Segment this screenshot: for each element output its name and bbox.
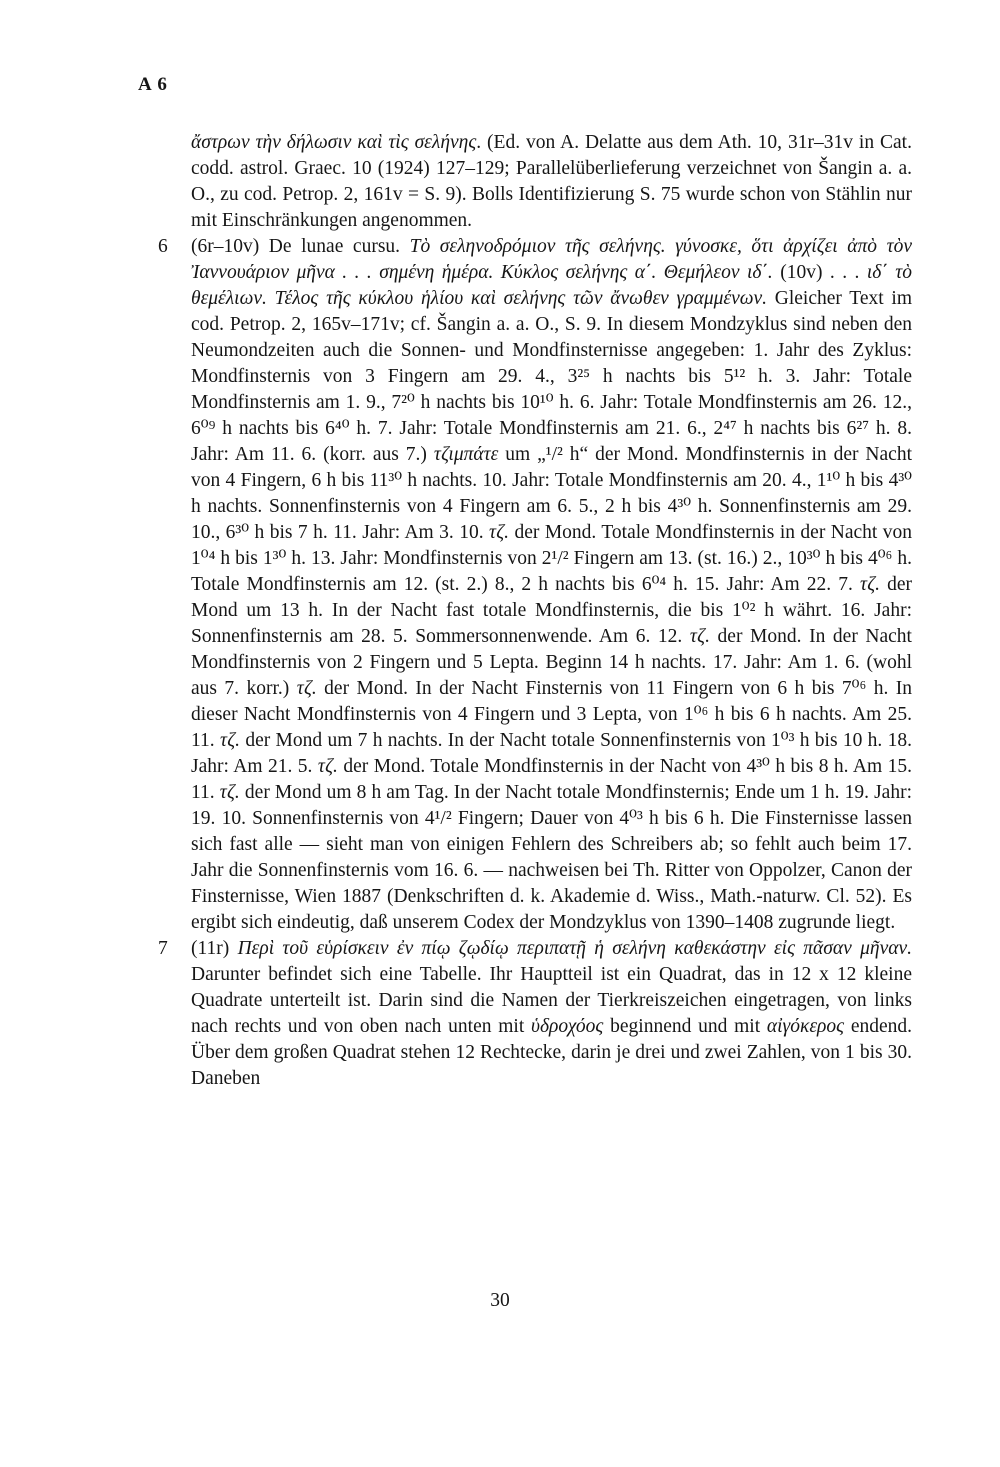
catalog-entry-6: [0, 234, 1000, 936]
body-text: der Mond um 7 h nachts. In der Nacht totale Sonnenfinsternis von 1⁰³ h bis 10 h. 18. Jahr: Am 21. 5.: [191, 730, 912, 777]
greek-quote-text: τζ.: [859, 574, 880, 595]
greek-quote-text: αἰγόκερος: [766, 1016, 845, 1037]
body-text: (11r): [191, 938, 238, 959]
greek-quote-text: τζ.: [317, 756, 338, 777]
body-text: der Mond. Totale Mondfinsternis in der Nacht von 1⁰⁴ h bis 1³⁰ h. 13. Jahr: Mondfinsternis von 2¹/² Fingern am 13. (st. 16.) 2., 10³⁰ h bis 4⁰⁶ h. Totale Mondfinsternis am 12. (st. 2.) 8., 2 h nachts bis 6⁰⁴ h. 15. Jahr: Am 22. 7.: [191, 522, 912, 595]
body-text: der Mond um 8 h am Tag. In der Nacht totale Mondfinsternis; Ende um 1 h. 19. Jahr: 19. 10. Sonnenfinsternis von 4¹/² Fingern; Dauer von 4⁰³ h bis 6 h. Die Finsternisse lassen sich fast alle — sieht man von einigen Fehlern des Schreibers ab; so fehlt auch beim 17. Jahr die Sonnenfinsternis vom 16. 6. — nachweisen bei Th. Ritter von Oppolzer, Canon der Finsternisse, Wien 1887 (Denkschriften d. k. Akademie d. Wiss., Math.-naturw. Cl. 52). Es ergibt sich eindeutig, daß unserem Codex der Mondzyklus von 1390–1408 zugrunde liegt.: [191, 782, 912, 933]
greek-quote-text: τζ.: [219, 730, 241, 751]
greek-quote-text: ὑδροχόος: [531, 1016, 604, 1037]
body-text: der Mond. In der Nacht Finsternis von 11 Fingern von 6 h bis 7⁰⁶ h. In dieser Nacht Mondfinsternis von 4 Fingern und 3 Lepta, von 1⁰⁶ h bis 6 h nachts. Am 25. 11.: [191, 678, 912, 751]
entry-text: [191, 936, 912, 1092]
section-header: A 6: [138, 74, 168, 95]
greek-quote-text: τζιμπάτε: [433, 444, 499, 465]
catalog-entry-continuation: [0, 130, 1000, 234]
body-text: . (Ed. von A. Delatte aus dem Ath. 10, 31r–31v in Cat. codd. astrol. Graec. 10 (1924) 127–129; Parallelüberlieferung verzeichnet von Šangin a. a. O., zu cod. Petrop. 2, 161v = S. 9). Bolls Identifizierung S. 75 wurde schon von Stählin nur mit Einschränkungen angenommen.: [191, 132, 912, 231]
body-text: endend. Über dem großen Quadrat stehen 12 Rechtecke, darin je drei und zwei Zahlen, von 1 bis 30. Daneben: [191, 1016, 913, 1089]
catalog-entry-7: [0, 936, 1000, 1092]
greek-quote-text: Τὸ σεληνοδρόμιον τῆς σελήνης. γύνοσκε, ὅτι ἀρχίζει ἀπὸ τὸν Ἰαννουάριον μῆνα . . . σημένη ἡμέρα. Κύκλος σελήνης α΄. Θεμήλεον ιδ΄.: [191, 236, 912, 283]
greek-quote-text: ἄστρων τὴν δήλωσιν καὶ τὶς σελήνης: [191, 132, 477, 153]
entry-number: 7: [158, 938, 168, 959]
body-text: Darunter befindet sich eine Tabelle. Ihr Hauptteil ist ein Quadrat, das in 12 x 12 kleine Quadrate unterteilt ist. Darin sind die Namen der Tierkreiszeichen eingetragen, von links nach rechts und von oben nach unten mit: [191, 964, 912, 1037]
page-number: 30: [490, 1290, 510, 1311]
body-text: (6r–10v) De lunae cursu.: [191, 236, 410, 257]
greek-quote-text: τζ.: [689, 626, 710, 647]
body-text: beginnend und mit: [603, 1016, 767, 1037]
greek-quote-text: τζ.: [219, 782, 240, 803]
greek-quote-text: τζ.: [296, 678, 317, 699]
entry-text: [191, 234, 912, 936]
greek-quote-text: ιδ΄ τὸ θεμέλιων. Τέλος τῆς κύκλου ἡλίου καὶ σελήνης τῶν ἄνωθεν γραμμένων.: [191, 262, 912, 309]
body-text: der Mond. Totale Mondfinsternis in der Nacht von 4³⁰ h bis 8 h. Am 15. 11.: [191, 756, 912, 803]
body-text: der Mond um 13 h. In der Nacht fast totale Mondfinsternis, die bis 1⁰² h währt. 16. Jahr: Sonnenfinsternis am 28. 5. Sommersonnenwende. Am 6. 12.: [191, 574, 912, 647]
entry-text: [191, 130, 912, 234]
catalog-entries: [0, 130, 1000, 1092]
greek-quote-text: Περὶ τοῦ εὑρίσκειν ἐν πίῳ ζῳδίῳ περιπατῇ ἡ σελήνη καθεκάστην εἰς πᾶσαν μῆναν.: [237, 938, 912, 959]
body-text: um „¹/² h“ der Mond. Mondfinsternis in der Nacht von 4 Fingern, 6 h bis 11³⁰ h nachts. 10. Jahr: Totale Mondfinsternis am 20. 4., 1¹⁰ h bis 4³⁰ h nachts. Sonnenfinsternis von 4 Fingern am 6. 5., 2 h bis 4³⁰ h. Sonnenfinsternis am 29. 10., 6³⁰ h bis 7 h. 11. Jahr: Am 3. 10.: [191, 444, 912, 543]
body-text: der Mond. In der Nacht Mondfinsternis von 2 Fingern und 5 Lepta. Beginn 14 h nachts. 17. Jahr: Am 1. 6. (wohl aus 7. korr.): [191, 626, 912, 699]
greek-quote-text: τζ.: [489, 522, 510, 543]
body-text: Gleicher Text im cod. Petrop. 2, 165v–171v; cf. Šangin a. a. O., S. 9. In diesem Mondzyklus sind neben den Neumondzeiten auch die Sonnen- und Mondfinsternisse angegeben: 1. Jahr des Zyklus: Mondfinsternis von 3 Fingern am 29. 4., 3²⁵ h nachts bis 5¹² h. 3. Jahr: Totale Mondfinsternis am 1. 9., 7²⁰ h nachts bis 10¹⁰ h. 6. Jahr: Totale Mondfinsternis am 26. 12., 6⁰⁹ h nachts bis 6⁴⁰ h. 7. Jahr: Totale Mondfinsternis am 21. 6., 2⁴⁷ h nachts bis 6²⁷ h. 8. Jahr: Am 11. 6. (korr. aus 7.): [191, 288, 912, 465]
body-text: (10v) . . .: [772, 262, 867, 283]
entry-number: 6: [158, 236, 168, 257]
